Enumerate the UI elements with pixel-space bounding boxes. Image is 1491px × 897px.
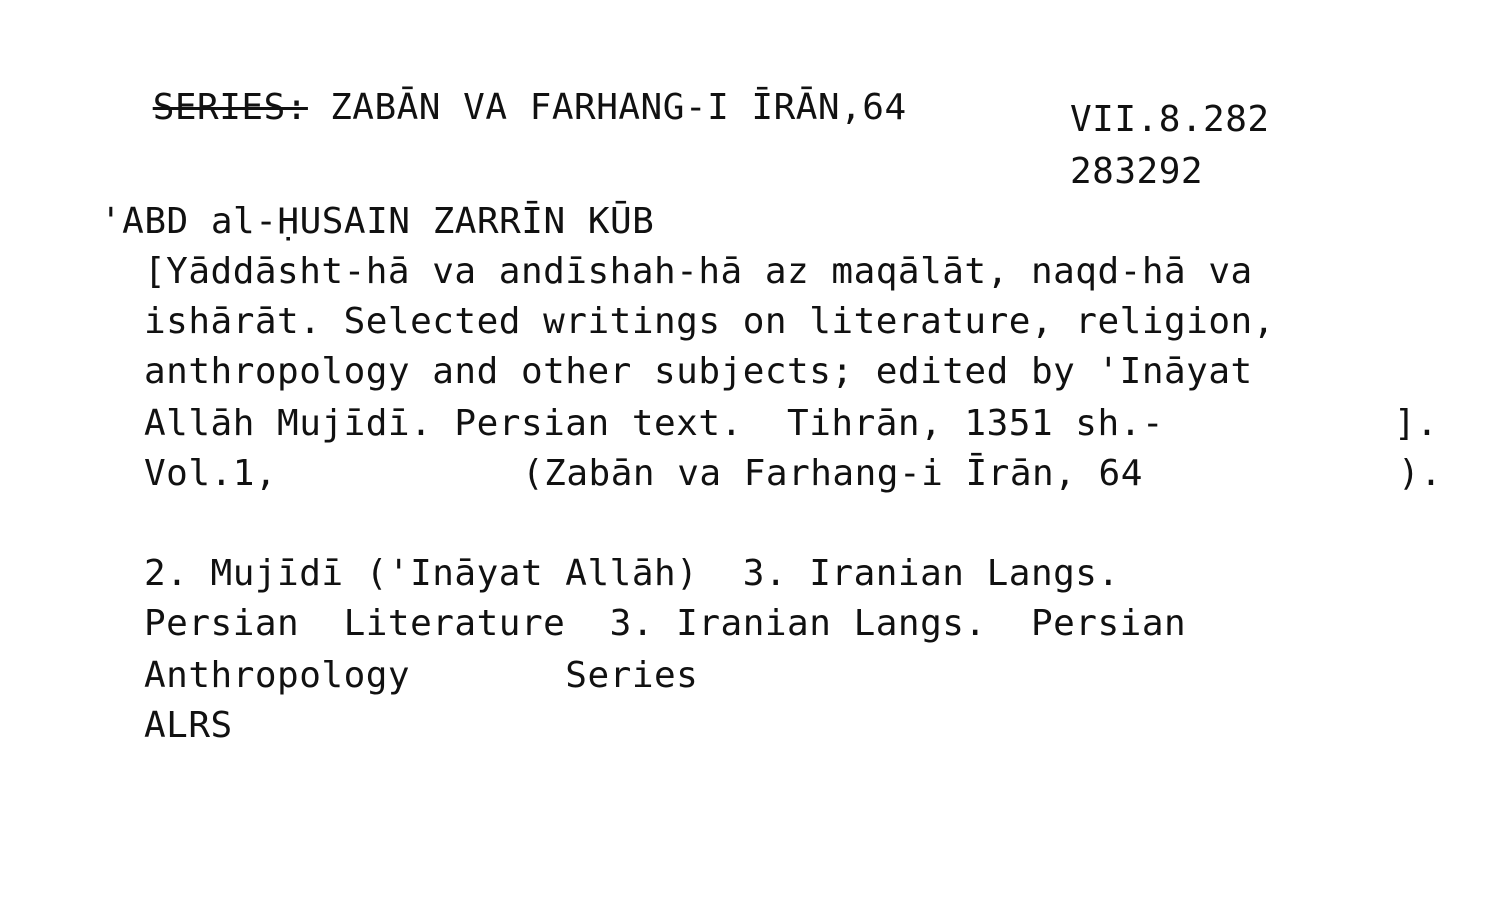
tracing-line-4: ALRS bbox=[144, 705, 233, 746]
series-note: (Zabān va Farhang-i Īrān, 64 bbox=[522, 453, 1143, 494]
title-line-3: anthropology and other subjects; edited by 'Ināyat bbox=[144, 351, 1253, 392]
series-heading bbox=[64, 48, 907, 168]
author-heading: 'ABD al-ḤUSAIN ZARRĪN KŪB bbox=[100, 201, 655, 242]
title-line-4: Allāh Mujīdī. Persian text. Tihrān, 1351 sh.- bbox=[144, 403, 1164, 444]
tracing-line-2: Persian Literature 3. Iranian Langs. Persian bbox=[144, 603, 1187, 644]
tracing-line-3: Anthropology Series bbox=[144, 655, 699, 696]
series-note-close: ). bbox=[1398, 453, 1443, 494]
accession-number: 283292 bbox=[1070, 151, 1204, 192]
series-title: ZABĀN VA FARHANG-I ĪRĀN,64 bbox=[330, 87, 907, 128]
title-bracket-close: ]. bbox=[1394, 403, 1439, 444]
title-line-5: Vol.1, bbox=[144, 453, 278, 494]
title-line-2: ishārāt. Selected writings on literature, religion, bbox=[144, 301, 1275, 342]
classification-number: VII.8.282 bbox=[1070, 99, 1270, 140]
tracing-line-1: 2. Mujīdī ('Ināyat Allāh) 3. Iranian Langs. bbox=[144, 553, 1120, 594]
series-label: SERIES: bbox=[152, 87, 308, 128]
title-line-1: [Yāddāsht-hā va andīshah-hā az maqālāt, naqd-hā va bbox=[144, 251, 1253, 292]
